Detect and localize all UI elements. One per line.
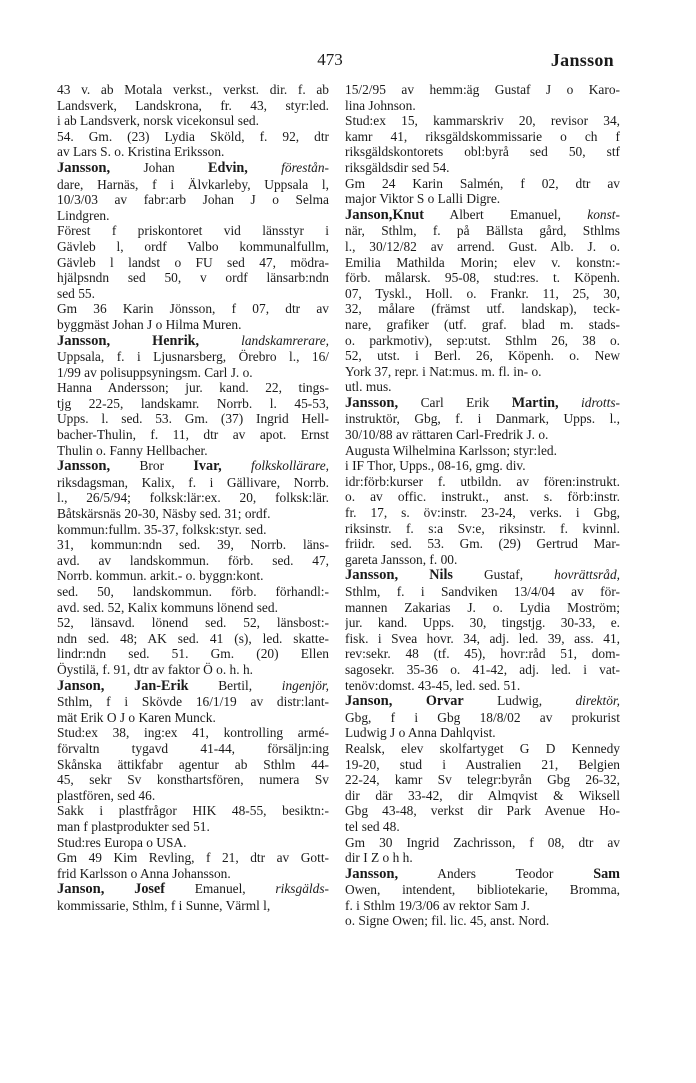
entry-text-line: rev:sekr. 48 (tf. 45), hovr:råd 51, dom- (345, 646, 620, 662)
entry-text-line: 10/3/03 av fabr:arb Johan J o Selma (57, 192, 329, 208)
entry-text-line: Gävleb l, ordf Valbo kommunalfullm, (57, 238, 329, 254)
entry-surname: Janson, (57, 881, 105, 898)
entry-surname: Janson, (345, 206, 393, 223)
entry-text-line: o. av offic. instrukt., anst. s. förb:instr. (345, 489, 620, 505)
entry-text-line: 32, målare (främst utf. landskap), teck- (345, 301, 620, 317)
entry-headline (345, 567, 620, 584)
entry-text-line: 52, utst. i Berl. 26, Köpenh. o. New (345, 348, 620, 364)
entry-text-line: sed 55. (57, 285, 95, 301)
entry-text-line: Gbg 43-48, verkst dir Park Avenue Ho- (345, 803, 620, 819)
entry-occupation: folkskollärare, (221, 458, 329, 474)
right-column (345, 82, 620, 929)
entry-headline (345, 693, 620, 710)
entry-headline (57, 678, 329, 695)
entry-text-line: hjälpsndn sed 50, v ordf länsarb:ndn (57, 270, 329, 286)
entry-surname: Jansson, (57, 332, 111, 349)
biography-entry (345, 567, 620, 693)
entry-headline (57, 881, 329, 898)
entry-text-line: fisk. i Svea hovr. 34, adj. led. 39, ass. 41, (345, 630, 620, 646)
entry-text-line: mät Erik O J o Karen Munck. (57, 709, 216, 725)
entry-text-line: 43 v. ab Motala verkst., verkst. dir. f. ab (57, 82, 329, 97)
entry-headline (345, 207, 620, 224)
entry-occupation: förestån- (247, 159, 329, 175)
biography-entry (57, 333, 329, 459)
entry-text-line: Gbg, f i Gbg 18/8/02 av prokurist (345, 709, 620, 725)
entry-call-name: Ivar, (193, 458, 222, 475)
entry-text-line: riksgäldsdir sed 54. (345, 159, 450, 175)
entry-text-line: lindr:ndn sed. 51. Gm. (20) Ellen (57, 646, 329, 662)
entry-occupation: hovrättsråd, (554, 567, 620, 583)
entry-text-line: Gm 36 Karin Jönsson, f 07, dtr av (57, 301, 329, 317)
entry-headline (345, 866, 620, 883)
entry-other-names: Gustaf, (452, 567, 555, 583)
entry-text-line: dir där 33-42, dir Almqvist & Wiksell (345, 787, 620, 803)
entry-text-line: nare, grafiker (utf. graf. blad m. stads- (345, 316, 620, 332)
entry-occupation: direktör, (575, 693, 620, 709)
entry-text-line: Thulin o. Fanny Hellbacher. (57, 442, 208, 458)
entry-surname: Jansson, (345, 394, 399, 411)
entry-other-names: Emanuel, (164, 881, 276, 897)
entry-text-line: 07, Tyskl., Holl. o. Frankr. 11, 25, 30, (345, 285, 620, 301)
entry-text-line: Realsk, elev skolfartyget G D Kennedy (345, 740, 620, 756)
entry-text-line: gareta Jansson, f. 00. (345, 551, 458, 567)
entry-text-line: Sthlm, f. i Sandviken 13/4/04 av för- (345, 584, 620, 599)
entry-text-line: man f plastprodukter sed 51. (57, 818, 210, 834)
entry-text-line: förb. målarsk. 95-08, stud:res. t. Köpenh. (345, 270, 620, 286)
entry-text-line: i ab Landsverk, norsk vicekonsul sed. (57, 113, 259, 129)
entry-occupation: ingenjör, (281, 677, 329, 693)
biography-entry (345, 395, 620, 568)
entry-given-names (104, 678, 134, 693)
entry-text-line: Öystilä, f. 91, dtr av faktor Ö o. h. h. (57, 661, 253, 677)
entry-text-line: riksgäldskontorets obl:byrå sed 50, stf (345, 144, 620, 160)
entry-text-line: 52, länsavd. lönend sed. 52, länsbost:- (57, 615, 329, 631)
entry-text-line: tjg 22-25, landskamr. Norrb. l. 45-53, (57, 395, 329, 411)
entry-text-line: 1/99 av polisuppsyningsm. Carl J. o. (57, 364, 253, 380)
entry-text-line: kommun:fullm. 35-37, folksk:styr. sed. (57, 521, 267, 537)
entry-occupation: idrotts- (558, 394, 620, 410)
entry-given-names: Bror (110, 458, 194, 474)
entry-text-line: Owen, intendent, bibliotekarie, Bromma, (345, 882, 620, 898)
entry-text-line: Gm 24 Karin Salmén, f 02, dtr av (345, 175, 620, 191)
entry-text-line: kamr 41, riksgäldskommissarie o ch f (345, 128, 620, 144)
biography-entry (57, 82, 329, 160)
biography-entry (345, 866, 620, 929)
entry-text-line: 19-20, stud i Australien 21, Belgien (345, 756, 620, 772)
biography-entry (57, 160, 329, 333)
biography-entry (345, 82, 620, 207)
entry-call-name: Martin, (511, 394, 559, 411)
entry-text-line: kommissarie, Sthlm, f i Sunne, Värml l, (57, 897, 271, 913)
entry-surname: Jansson, (57, 159, 111, 176)
entry-text-line: Ludwig J o Anna Dahlqvist. (345, 725, 496, 741)
entry-other-names: Bertil, (188, 677, 282, 693)
running-head: Jansson (550, 50, 614, 70)
entry-given-names: Anders Teodor (398, 865, 594, 881)
entry-text-line: l., 26/5/94; folksk:lär:ex. 20, folksk:lär. (57, 490, 329, 506)
entry-surname: Jansson, (345, 567, 399, 584)
entry-given-names: Carl Erik (398, 394, 512, 410)
entry-headline (57, 160, 329, 177)
entry-text-line: l., 30/12/82 av arrend. Gust. Alb. J. o. (345, 238, 620, 254)
entry-text-line: 45, sekr Sv konsthartsfören, numera Sv (57, 772, 329, 788)
entry-text-line: jur. kand. Upps. 30, tingstjg. 30-33, e. (345, 615, 620, 631)
entry-call-name: Sam (593, 865, 620, 882)
entry-text-line: Stud:res Europa o USA. (57, 834, 187, 850)
entry-text-line: 54. Gm. (23) Lydia Sköld, f. 92, dtr (57, 128, 329, 144)
entry-text-line: o. parkmotiv), sep:utst. Sthlm 26, 38 o. (345, 332, 620, 348)
entry-text-line: Hanna Andersson; jur. kand. 22, tings- (57, 380, 329, 396)
entry-text-line: Sakk i plastfrågor HIK 48-55, besiktn:- (57, 803, 329, 819)
entry-call-name: Orvar (425, 693, 464, 710)
entry-other-names: Ludwig, (463, 693, 576, 709)
entry-text-line: ndn sed. 48; AK sed. 41 (s), led. skatte- (57, 630, 329, 646)
entry-text-line: Emilia Mathilda Morin; elev v. konstn:- (345, 254, 620, 270)
entry-text-line: när, Sthlm, f. på Bällsta gård, Sthlms (345, 223, 620, 239)
entry-given-names (398, 567, 429, 582)
entry-call-name: Josef (134, 881, 165, 898)
entry-text-line: idr:förb:kurser f. utbildn. av fören:instrukt. (345, 473, 620, 489)
entry-given-names (392, 693, 425, 708)
entry-occupation: riksgälds- (275, 881, 329, 897)
entry-text-line: 22-24, kamr Sv telegr:byrån Gbg 26-32, (345, 772, 620, 788)
entry-text-line: riksdagsman, Kalix, f. i Gällivare, Norrb. (57, 474, 329, 490)
entry-occupation: landskamrerare, (199, 332, 329, 348)
entry-text-line: Stud:ex 38, ing:ex 41, kontrolling armé- (57, 725, 329, 741)
entry-text-line: tel sed 48. (345, 818, 400, 834)
entry-text-line: Skånska ättikfabr agentur ab Sthlm 44- (57, 756, 329, 772)
entry-text-line: instruktör, Gbg, f. i Danmark, Upps. l., (345, 411, 620, 427)
entry-text-line: dare, Harnäs, f i Älvkarleby, Uppsala l, (57, 176, 329, 192)
entry-text-line: Gm 30 Ingrid Zachrisson, f 08, dtr av (345, 834, 620, 850)
entry-text-line: bacher-Thulin, f. 11, dtr av apot. Ernst (57, 427, 329, 443)
entry-text-line: riksinstr. f. s:a Sv:e, riksinstr. f. kvinnl. (345, 520, 620, 536)
entry-text-line: Augusta Wilhelmina Karlsson; styr:led. (345, 442, 557, 458)
entry-text-line: i IF Thor, Upps., 08-16, gmg. div. (345, 458, 526, 474)
entry-surname: Janson, (57, 677, 105, 694)
entry-text-line: Gm 49 Kim Revling, f 21, dtr av Gott- (57, 850, 329, 866)
entry-text-line: Uppsala, f. i Ljusnarsberg, Örebro l., 16/ (57, 349, 329, 365)
entry-call-name: Knut (392, 206, 424, 223)
entry-surname: Janson, (345, 693, 393, 710)
entry-headline (57, 333, 329, 350)
entry-text-line: förvaltn tygavd 41-44, försäljn:ing (57, 740, 329, 756)
entry-text-line: Båtskärsnäs 20-30, Näsby sed. 31; ordf. (57, 506, 271, 522)
entry-text-line: sed. 50, landskommun. förb. förhandl:- (57, 584, 329, 599)
entry-given-names: Johan (110, 159, 209, 175)
entry-text-line: dir I Z o h h. (345, 850, 413, 866)
entry-text-line: major Viktor S o Lalli Digre. (345, 191, 501, 207)
entry-text-line: o. Signe Owen; fil. lic. 45, anst. Nord. (345, 913, 550, 929)
entry-text-line: 30/10/88 av rättaren Carl-Fredrik J. o. (345, 427, 549, 443)
entry-text-line: lina Johnson. (345, 97, 416, 113)
biography-entry (345, 693, 620, 866)
entry-text-line: Lindgren. (57, 207, 110, 223)
biography-entry (345, 207, 620, 395)
entry-text-line: Norrb. kommun. arkit.- o. byggn:kont. (57, 568, 264, 584)
entry-text-line: friidr. sed. 53. Gm. (29) Gertrud Mar- (345, 536, 620, 552)
entry-call-name: Henrik, (152, 332, 200, 349)
left-column (57, 82, 329, 913)
entry-text-line: plastfören, sed 46. (57, 787, 156, 803)
entry-text-line: York 37, repr. i Nat:mus. m. fl. in- o. (345, 363, 542, 379)
page-number: 473 (317, 50, 343, 69)
entry-text-line: f. i Sthlm 19/3/06 av rektor Sam J. (345, 897, 530, 913)
entry-given-names (110, 333, 152, 348)
entry-headline (345, 395, 620, 412)
biography-entry (57, 458, 329, 677)
entry-text-line: Stud:ex 15, kammarskriv 20, revisor 34, (345, 113, 620, 129)
entry-text-line: avd. sed. 52, Kalix kommuns lönend sed. (57, 599, 278, 615)
entry-text-line: byggmäst Johan J o Hilma Muren. (57, 316, 242, 332)
biography-entry (57, 881, 329, 913)
entry-surname: Jansson, (57, 458, 111, 475)
entry-text-line: mannen Zakarias J. o. Lydia Moström; (345, 599, 620, 615)
entry-text-line: Landsverk, Landskrona, fr. 43, styr:led. (57, 97, 329, 113)
entry-surname: Jansson, (345, 865, 399, 882)
biography-entry (57, 678, 329, 882)
entry-text-line: sagosekr. 35-36 o. 41-42, adj. led. i vat- (345, 661, 620, 677)
entry-occupation: konst- (587, 206, 620, 222)
entry-call-name: Edvin, (208, 159, 248, 176)
entry-text-line: frid Karlsson o Anna Johansson. (57, 865, 231, 881)
entry-text-line: Förest f priskontoret vid länsstyr i (57, 223, 329, 239)
entry-call-name: Nils (429, 567, 453, 584)
entry-text-line: Upps. l. sed. 53. Gm. (37) Ingrid Hell- (57, 411, 329, 427)
entry-text-line: 15/2/95 av hemm:äg Gustaf J o Karo- (345, 82, 620, 97)
entry-text-line: Sthlm, f i Skövde 16/1/19 av distr:lant- (57, 694, 329, 710)
entry-text-line: avd. av landskommun. förb. sed. 47, (57, 552, 329, 568)
entry-headline (57, 458, 329, 475)
entry-other-names: Albert Emanuel, (424, 206, 588, 222)
entry-text-line: av Lars S. o. Kristina Eriksson. (57, 144, 225, 160)
entry-text-line: utl. mus. (345, 379, 392, 395)
entry-given-names (104, 881, 134, 896)
entry-text-line: tenöv:domst. 43-45, led. sed. 51. (345, 677, 521, 693)
entry-call-name: Jan-Erik (134, 677, 189, 694)
entry-text-line: fr. 17, s. öv:instr. 23-24, verks. i Gbg, (345, 505, 620, 521)
entry-text-line: Gävleb l landst o FU sed 47, mödra- (57, 254, 329, 270)
entry-text-line: 31, kommun:ndn sed. 39, Norrb. läns- (57, 537, 329, 553)
